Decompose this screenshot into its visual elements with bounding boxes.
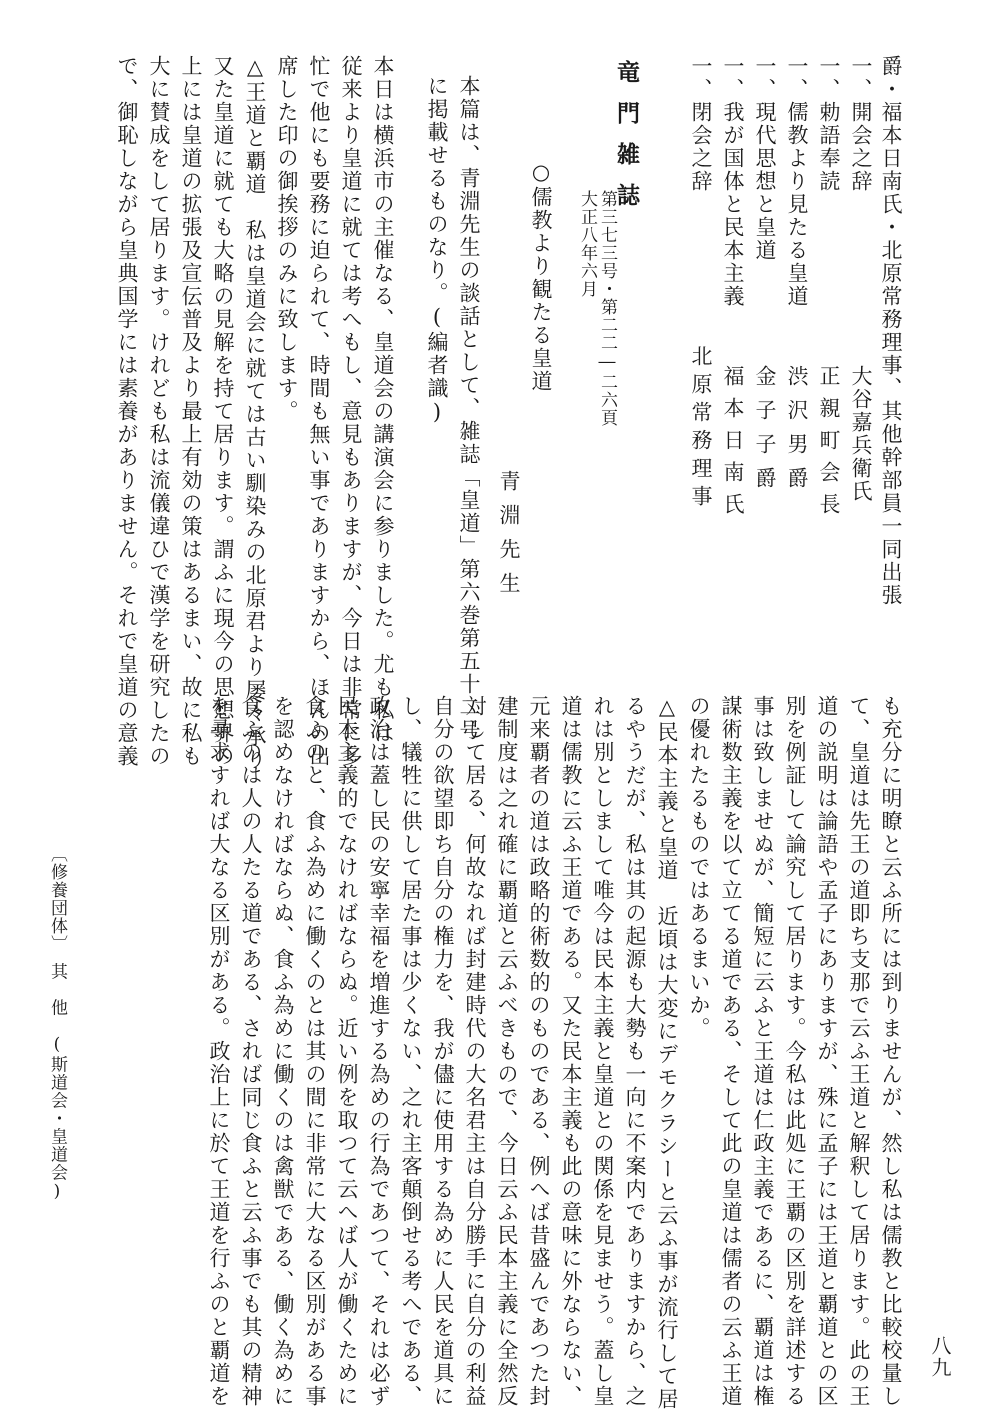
program-item-title: 一、儒教より見たる皇道 (785, 55, 809, 308)
body-line: も充分に明瞭と云ふ所には到りませんが、然し私は儒教と比較校量し (879, 695, 903, 1408)
article-author: 青淵先生 (497, 470, 521, 606)
program-item-person: 渋沢男爵 (785, 365, 809, 501)
body-line: 忙で他にも要務に迫られて、時間も無い事でありますから、ほんの出 (307, 55, 331, 768)
body-line: 別を例証して論究して居ります。今私は此処に王覇の区別を詳述する (783, 695, 807, 1408)
magazine-name: 竜門雑誌 (613, 60, 640, 224)
body-line: で、御恥しながら皇典国学には素養がありません。それで皇道の意義 (115, 55, 139, 768)
body-line: 又た皇道に就ても大略の見解を持て居ります。謂ふに現今の思想界の (211, 55, 235, 768)
body-line: 食ふのと、食ふ為めに働くのとは其の間に非常に大なる区別がある事 (303, 695, 327, 1408)
article-title: ○儒教より観たる皇道 (529, 160, 553, 393)
page-number: 八九 (928, 1335, 952, 1379)
program-item-title: 一、開会之辞 (849, 55, 873, 193)
body-line: 謀術数主義を以て立てる道である、そして此の皇道は儒者の云ふ王道 (719, 695, 743, 1408)
program-item-person: 正親町会長 (817, 365, 841, 525)
body-line: 政治は蓋し民の安寧幸福を増進する為めの行為であつて、それは必ず (367, 695, 391, 1408)
body-line: 元来覇者の道は政略的術数的のものである、例へば昔盛んであつた封 (527, 695, 551, 1408)
program-item-title: 一、我が国体と民本主義 (721, 55, 745, 308)
body-line: し、犠牲に供して居た事は少くない、之れ主客顛倒せる考へである、 (399, 695, 423, 1408)
body-line: 建制度は之れ確に覇道と云ふべきもので、今日云ふ民本主義に全然反 (495, 695, 519, 1408)
program-item-person: 金子子爵 (753, 365, 777, 501)
body-line: 事は致しませぬが、簡短に云ふと王道は仁政主義であるに、覇道は権 (751, 695, 775, 1408)
editor-note-line: 本篇は、青淵先生の談話として、雑誌「皇道」第六巻第五十二号 (457, 75, 481, 742)
program-item-person: 北原常務理事 (689, 345, 713, 513)
body-line: 民本主義的でなければならぬ。近い例を取つて云へば人が働くために (335, 695, 359, 1408)
body-line: を認めなければならぬ、食ふ為めに働くのは禽獣である、働く為めに (271, 695, 295, 1408)
body-line: 道は儒教に云ふ王道である。又た民本主義も此の意味に外ならない、 (559, 695, 583, 1408)
body-line: 対して居る、何故なれば封建時代の大名君主は自分勝手に自分の利益 (463, 695, 487, 1408)
program-item-person: 大谷嘉兵衛氏 (849, 365, 873, 503)
body-line: 自分の欲望即ち自分の権力を、我が儘に使用する為めに人民を道具に (431, 695, 455, 1408)
body-line: 大に賛成をして居ります。けれども私は流儀違ひで漢学を研究したの (147, 55, 171, 768)
program-item-title: 一、現代思想と皇道 (753, 55, 777, 262)
program-item-person: 福本日南氏 (721, 365, 745, 525)
body-line: 道の説明は論語や孟子にありますが、殊に孟子には王道と覇道との区 (815, 695, 839, 1408)
editor-note-line: に掲載せるものなり。(編者識) (425, 75, 449, 426)
program-item-title: 一、勅語奉読 (817, 55, 841, 193)
body-line: △王道と覇道 私は皇道会に就ては古い馴染みの北原君より屡々承り (243, 55, 267, 771)
body-line: △民本主義と皇道 近頃は大変にデモクラシーと云ふ事が流行して居 (655, 695, 679, 1411)
body-line: を尋求すれば大なる区別がある。政治上に於て王道を行ふのと覇道を (207, 695, 231, 1408)
body-line: 食ふのは人の人たる道である、されば同じ食ふと云ふ事でも其の精神 (239, 695, 263, 1408)
body-line: 本日は横浜市の主催なる、皇道会の講演会に参りました。尤も私は (371, 55, 395, 745)
body-line: の優れたるものではあるまいか。 (687, 695, 711, 1040)
program-head: 爵・福本日南氏・北原常務理事、其他幹部員一同出張 (879, 55, 903, 607)
body-line: れは別としまして唯今は民本主義と皇道との関係を見ませう。蓋し皇 (591, 695, 615, 1408)
running-footer: 〔修養団体〕 其 他 (斯道会・皇道会) (47, 845, 67, 1203)
body-line: るやうだが、私は其の起源も大勢も一向に不案内でありますから、之 (623, 695, 647, 1408)
body-line: て、皇道は先王の道即ち支那で云ふ王道と解釈して居ります。此の王 (847, 695, 871, 1408)
body-line: 従来より皇道に就ては考へもし、意見もありますが、今日は非常に多 (339, 55, 363, 768)
body-line: 席した印の御挨拶のみに致します。 (275, 55, 299, 423)
body-line: 上には皇道の拡張及宣伝普及より最上有効の策はあるまい、故に私も (179, 55, 203, 768)
magazine-issue: 第三七三号・第二二―二六頁 (597, 190, 617, 427)
magazine-date: 大正八年六月 (577, 190, 597, 298)
program-item-title: 一、閉会之辞 (689, 55, 713, 193)
